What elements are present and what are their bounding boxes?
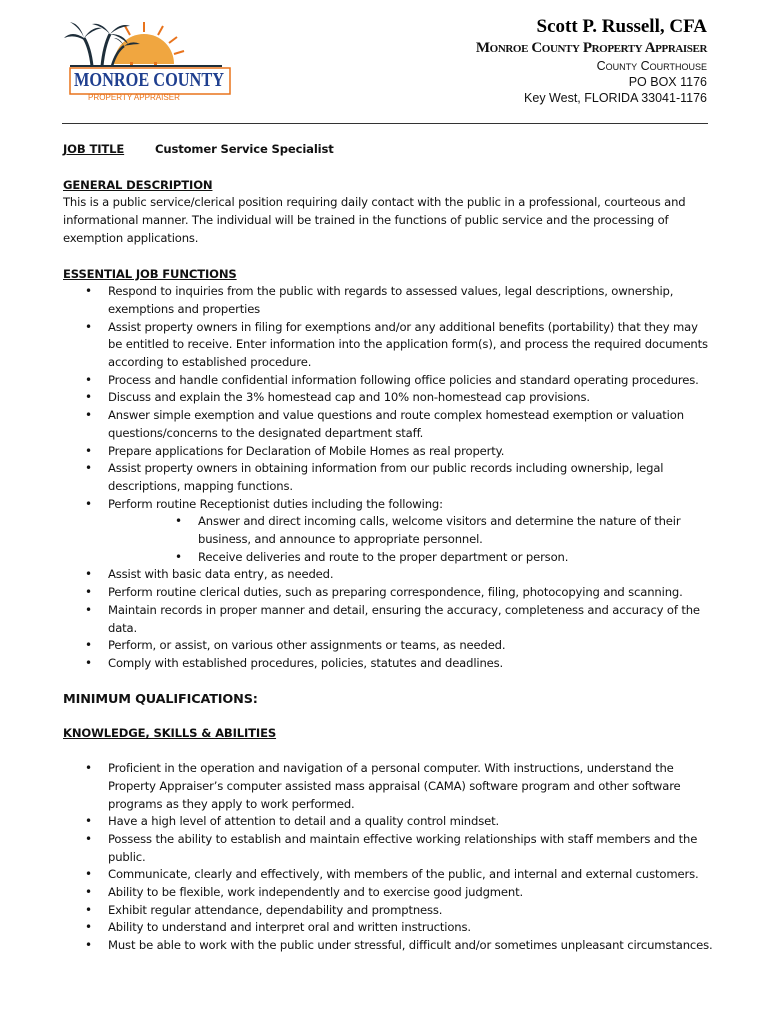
list-item: • Perform, or assist, on various other assignments or teams, as needed. [63,637,713,655]
essential-functions-list-continued [63,566,713,672]
list-item: • Comply with established procedures, policies, statutes and deadlines. [63,655,713,673]
ksa-heading: KNOWLEDGE, SKILLS & ABILITIES [63,726,277,741]
list-item: • Communicate, clearly and effectively, with members of the public, and internal and external customers. [63,866,713,884]
list-item: • Process and handle confidential information following office policies and standard operating procedures. [63,372,713,390]
list-item: • Exhibit regular attendance, dependability and promptness. [63,902,713,920]
list-item: • Assist property owners in obtaining information from our public records including ownership, legal descriptions, mapping functions. [63,460,713,495]
list-item: • Answer simple exemption and value questions and route complex homestead exemption or valuation questions/concerns to the designated department staff. [63,407,713,442]
office-name: Monroe County Property Appraiser [475,40,707,56]
general-description-text: This is a public service/clerical position requiring daily contact with the public in a professional, courteous and informational manner. The individual will be trained in the functions of public service and the processing of exemption applications. [63,195,686,245]
letterhead-address [476,16,707,106]
job-title-label: JOB TITLE [63,142,125,156]
list-item: • Prepare applications for Declaration of Mobile Homes as real property. [63,443,713,461]
job-description-body [63,141,713,955]
list-item: • Discuss and explain the 3% homestead cap and 10% non-homestead cap provisions. [63,389,713,407]
essential-functions-list [63,283,713,513]
ksa-list [63,760,713,955]
list-item: • Respond to inquiries from the public with regards to assessed values, legal descriptions, ownership, exemptions and properties [63,283,713,318]
list-item: • Possess the ability to establish and maintain effective working relationships with staff members and the public. [63,831,713,866]
logo-wordmark: MONROE COUNTY [74,69,225,91]
list-item: • Receive deliveries and route to the proper department or person. [63,549,713,567]
list-item: • Ability to be flexible, work independently and to exercise good judgment. [63,884,713,902]
list-item: • Answer and direct incoming calls, welcome visitors and determine the nature of their business, and announce to appropriate personnel. [63,513,713,548]
receptionist-duties-list [63,513,713,566]
address-line-1: County Courthouse [596,59,707,73]
list-item: • Must be able to work with the public under stressful, difficult and/or sometimes unpleasant circumstances. [63,937,713,955]
list-item: • Ability to understand and interpret oral and written instructions. [63,919,713,937]
logo-subtitle: PROPERTY APPRAISER [88,93,181,102]
address-line-3: Key West, FLORIDA 33041-1176 [524,91,707,105]
job-title-value: Customer Service Specialist [155,142,334,156]
palm-tree-logo-icon [62,16,238,102]
essential-functions-heading: ESSENTIAL JOB FUNCTIONS [63,266,237,281]
list-item: • Assist with basic data entry, as needed. [63,566,713,584]
monroe-county-logo [62,16,238,102]
address-line-2: PO BOX 1176 [628,75,707,89]
header-divider [62,123,708,124]
appraiser-name: Scott P. Russell, CFA [536,16,707,37]
list-item: • Perform routine Receptionist duties including the following: [63,496,713,514]
general-description-heading: GENERAL DESCRIPTION [63,177,213,192]
list-item: • Assist property owners in filing for exemptions and/or any additional benefits (portability) that they may be entitled to receive. Enter information into the application form(s), and process the required documents according to established procedure. [63,319,713,372]
job-title-row [63,141,713,159]
list-item: • Proficient in the operation and navigation of a personal computer. With instructions, understand the Property Appraiser’s computer assisted mass appraisal (CAMA) software program and other software programs as they apply to work performed. [63,760,713,813]
list-item: • Have a high level of attention to detail and a quality control mindset. [63,813,713,831]
list-item: • Maintain records in proper manner and detail, ensuring the accuracy, completeness and accuracy of the data. [63,602,713,637]
minimum-qualifications-heading: MINIMUM QUALIFICATIONS: [63,691,258,707]
list-item: • Perform routine clerical duties, such as preparing correspondence, filing, photocopying and scanning. [63,584,713,602]
